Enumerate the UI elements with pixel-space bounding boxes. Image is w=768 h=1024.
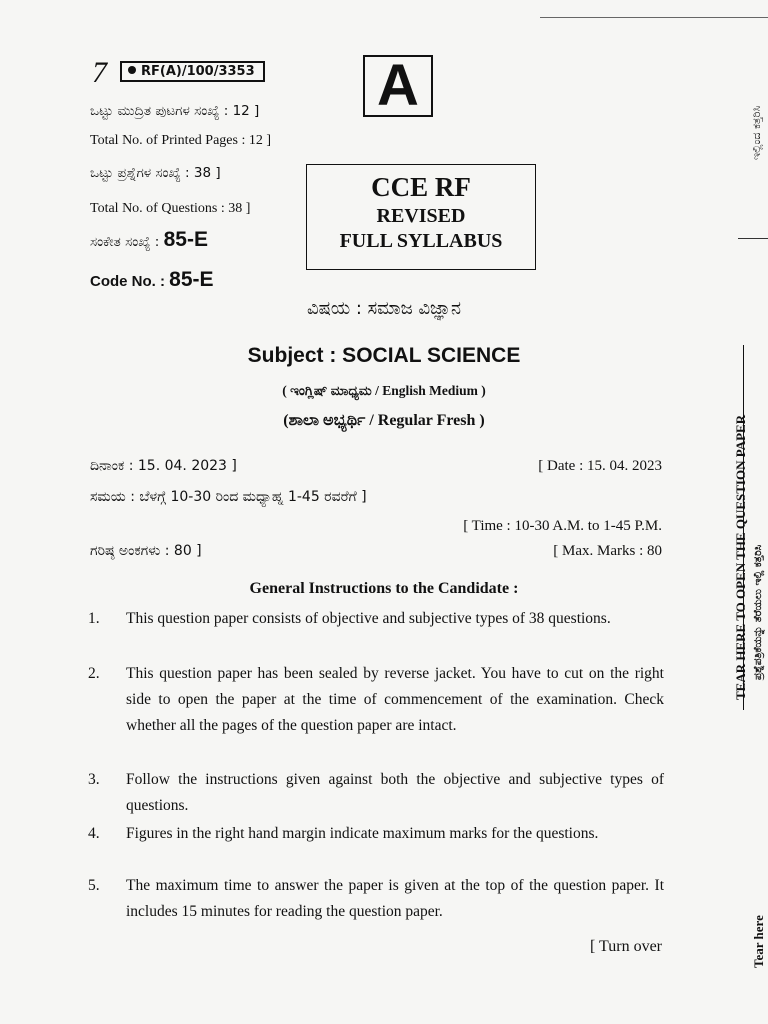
instruction-number: 2.	[88, 665, 100, 682]
paper-code: RF(A)/100/3353	[141, 64, 255, 79]
instruction-number: 5.	[88, 877, 100, 894]
subject-kn: ವಿಷಯ : ಸಮಾಜ ವಿಜ್ಞಾನ	[306, 298, 462, 319]
code-label-kn: ಸಂಕೇತ ಸಂಖ್ಯೆ :	[90, 234, 160, 250]
exam-type-box	[306, 164, 536, 270]
cut-line	[738, 238, 768, 239]
instruction-item	[88, 767, 664, 819]
printed-pages-kn: ಒಟ್ಟು ಮುದ್ರಿತ ಪುಟಗಳ ಸಂಖ್ಯೆ : 12 ]	[90, 103, 260, 119]
time-kn: ಸಮಯ : ಬೆಳಗ್ಗೆ 10-30 ರಿಂದ ಮಧ್ಯಾಹ್ನ 1-45 ರವರೆಗೆ ]	[90, 489, 367, 505]
instruction-item	[88, 821, 664, 847]
max-marks-kn: ಗರಿಷ್ಠ ಅಂಕಗಳು : 80 ]	[90, 543, 202, 559]
instruction-item	[88, 606, 664, 632]
date-kn: ದಿನಾಂಕ : 15. 04. 2023 ]	[90, 458, 237, 474]
instruction-text: The maximum time to answer the paper is given at the top of the question paper. It includes 15 minutes for reading the question paper.	[126, 877, 664, 920]
printed-pages-en: Total No. of Printed Pages : 12 ]	[90, 133, 271, 148]
instructions-heading: General Instructions to the Candidate :	[249, 580, 519, 597]
subject-en: Subject : SOCIAL SCIENCE	[247, 344, 521, 367]
tear-instruction-kn: ಪ್ರಶ್ನೆಪತ್ರಿಕೆಯನ್ನು ತೆರೆಯಲು ಇಲ್ಲಿ ಕತ್ತರಿಸಿ	[752, 544, 764, 680]
tear-here-label: Tear here	[751, 915, 766, 968]
tear-instruction-en: TEAR HERE TO OPEN THE QUESTION PAPER	[733, 414, 748, 700]
instruction-number: 3.	[88, 771, 100, 788]
version-letter: A	[377, 53, 419, 118]
exam-type-line2: REVISED	[376, 205, 466, 227]
instruction-number: 1.	[88, 610, 100, 627]
instruction-item	[88, 873, 664, 925]
cut-here-kn: ಇಲ್ಲಿಂದ ಕತ್ತರಿಸಿ	[750, 105, 763, 160]
turn-over: [ Turn over	[589, 938, 662, 955]
date-en: [ Date : 15. 04. 2023	[538, 458, 662, 474]
medium: ( ಇಂಗ್ಲಿಷ್ ಮಾಧ್ಯಮ / English Medium )	[282, 383, 486, 398]
instruction-text: Figures in the right hand margin indicate maximum marks for the questions.	[126, 825, 599, 842]
max-marks-en: [ Max. Marks : 80	[553, 543, 662, 559]
code-number-kn	[90, 228, 208, 252]
questions-en: Total No. of Questions : 38 ]	[90, 201, 251, 216]
instruction-text: Follow the instructions given against both the objective and subjective types of questions.	[126, 771, 664, 814]
code-value-en: 85-E	[169, 268, 214, 291]
instruction-text: This question paper has been sealed by reverse jacket. You have to cut on the right side to open the paper at the time of commencement of the examination. Check whether all the pages of the question paper are intact.	[126, 665, 664, 734]
paper-code-box	[120, 61, 265, 82]
code-number-en	[90, 268, 214, 292]
exam-type-line3: FULL SYLLABUS	[339, 230, 503, 252]
bullet-icon	[128, 66, 136, 74]
exam-type-line1: CCE RF	[371, 172, 471, 202]
instruction-item	[88, 661, 664, 739]
candidate-type: (ಶಾಲಾ ಅಭ್ಯರ್ಥಿ / Regular Fresh )	[283, 412, 485, 429]
questions-kn: ಒಟ್ಟು ಪ್ರಶ್ನೆಗಳ ಸಂಖ್ಯೆ : 38 ]	[90, 165, 221, 181]
time-en: [ Time : 10-30 A.M. to 1-45 P.M.	[463, 518, 662, 534]
code-value-kn: 85-E	[163, 228, 208, 251]
instruction-number: 4.	[88, 825, 100, 842]
sheet-number: 7	[92, 56, 107, 89]
instruction-text: This question paper consists of objective and subjective types of 38 questions.	[126, 610, 611, 627]
code-label-en: Code No. :	[90, 273, 165, 290]
version-letter-box	[363, 55, 433, 117]
top-rule	[540, 17, 768, 18]
